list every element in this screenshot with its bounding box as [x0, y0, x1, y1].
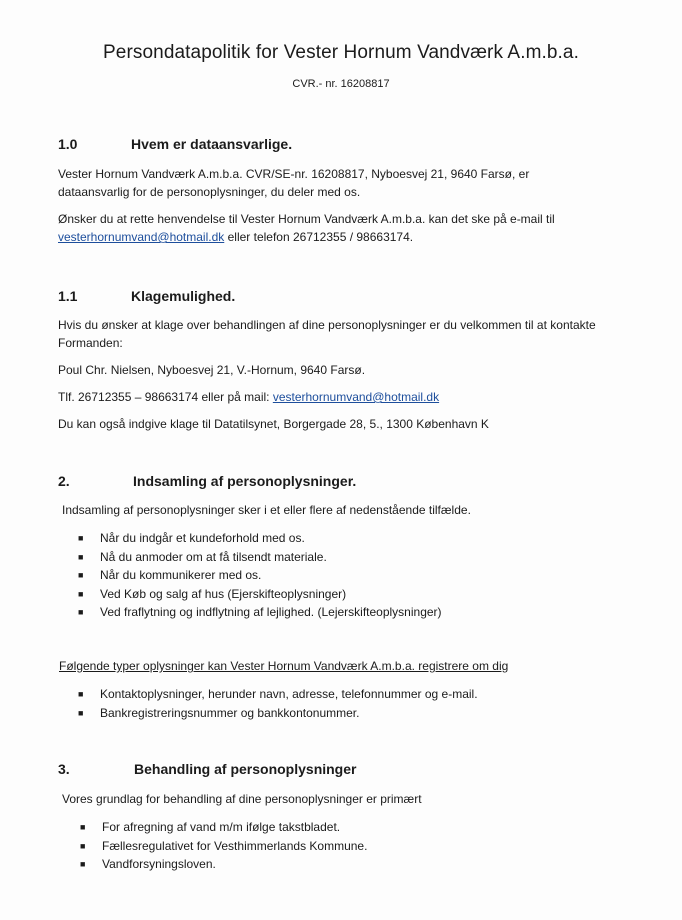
cvr-number: CVR.- nr. 16208817: [292, 78, 390, 90]
document-title: Persondatapolitik for Vester Hornum Vandværk A.m.b.a.: [103, 42, 579, 63]
list-item: ■ Fællesregulativet for Vesthimmerlands Kommune.: [80, 838, 368, 853]
list-item: ■ Ved Køb og salg af hus (Ejerskifteoplysninger): [78, 586, 347, 601]
list-item: ■ Bankregistreringsnummer og bankkontonummer.: [78, 705, 360, 720]
section-1-0-phone-text: eller telefon 26712355 / 98663174.: [227, 230, 414, 244]
section-1-1-paragraph-1: Hvis du ønsker at klage over behandlingen af dine personoplysninger er du velkommen til at kontakte Formanden:: [58, 318, 596, 350]
bullet-icon: ■: [78, 570, 84, 580]
email-link-2[interactable]: vesterhornumvand@hotmail.dk: [272, 390, 440, 404]
section-1-1-phone-text: Tlf. 26712355 – 98663174 eller på mail:: [58, 390, 270, 404]
section-2-title: Indsamling af personoplysninger.: [133, 473, 357, 489]
list-item: ■ Ved fraflytning og indflytning af lejlighed. (Lejerskifteoplysninger): [78, 605, 442, 619]
bullet-icon: ■: [78, 551, 84, 562]
section-2-list: [78, 529, 442, 622]
list-item: ■ Når du kommunikerer med os.: [78, 568, 262, 582]
section-1-1-title: Klagemulighed.: [131, 288, 236, 304]
bullet-icon: ■: [80, 859, 86, 869]
section-1-1-complaint-text: Du kan også indgive klage til Datatilsynet, Borgergade 28, 5., 1300 København K: [58, 417, 489, 431]
list-item: ■ Kontaktoplysninger, herunder navn, adresse, telefonnummer og e-mail.: [78, 687, 478, 701]
section-1-0-number: 1.0: [58, 136, 78, 152]
bullet-icon: ■: [80, 840, 86, 851]
section-1-1-phone-line: [58, 388, 439, 406]
bullet-icon: ■: [78, 689, 84, 699]
section-3-intro: Vores grundlag for behandling af dine personoplysninger er primært: [62, 792, 422, 806]
bullet-icon: ■: [78, 588, 84, 599]
bullet-icon: ■: [78, 707, 84, 718]
section-1-0-paragraph-2-text: Ønsker du at rette henvendelse til Vester Hornum Vandværk A.m.b.a. kan det ske på e-mail til: [58, 212, 555, 226]
bullet-icon: ■: [78, 533, 84, 543]
list-item: ■ For afregning af vand m/m ifølge takstbladet.: [80, 820, 341, 834]
section-3-list: [80, 818, 367, 874]
bullet-icon: ■: [78, 607, 84, 617]
section-2-number: 2.: [58, 473, 70, 489]
section-2-sub-heading: Følgende typer oplysninger kan Vester Hornum Vandværk A.m.b.a. registrere om dig: [59, 659, 509, 673]
bullet-icon: ■: [80, 822, 86, 832]
section-2-intro: Indsamling af personoplysninger sker i et eller flere af nedenstående tilfælde.: [62, 503, 471, 517]
email-link-1[interactable]: vesterhornumvand@hotmail.dk: [58, 230, 225, 244]
section-1-1-address: Poul Chr. Nielsen, Nyboesvej 21, V.-Hornum, 9640 Farsø.: [58, 363, 366, 377]
section-1-1-number: 1.1: [58, 288, 78, 304]
section-3-number: 3.: [58, 761, 70, 777]
list-item: ■ Nå du anmoder om at få tilsendt materiale.: [78, 549, 327, 564]
list-item: ■ Når du indgår et kundeforhold med os.: [78, 531, 305, 545]
section-3-title: Behandling af personoplysninger: [134, 761, 357, 777]
list-item: ■ Vandforsyningsloven.: [80, 857, 216, 871]
section-1-0-paragraph-2: [58, 210, 638, 246]
section-1-0-title: Hvem er dataansvarlige.: [131, 136, 293, 152]
section-1-0-paragraph-1: Vester Hornum Vandværk A.m.b.a. CVR/SE-nr. 16208817, Nyboesvej 21, 9640 Farsø, er dataansvarlig for de personoplysninger, du deler med os.: [58, 167, 530, 199]
section-2-sub-list: [78, 685, 478, 722]
